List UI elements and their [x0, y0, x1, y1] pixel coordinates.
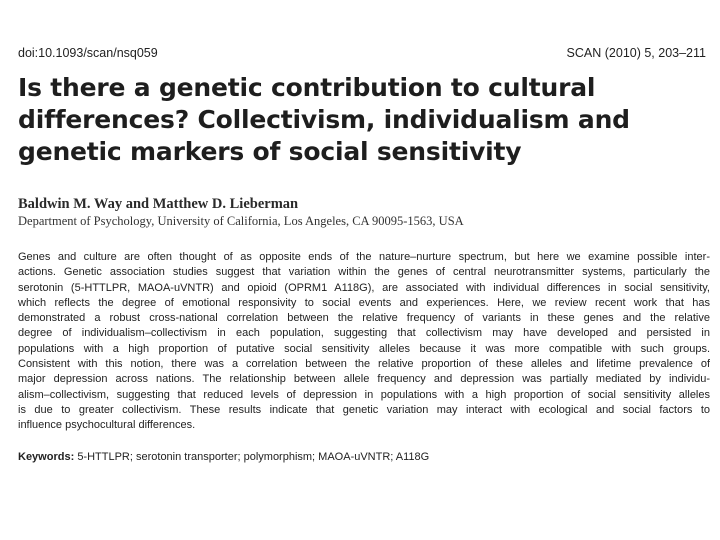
abstract-line: alism–collectivism, suggesting that reduced levels of depression in populations with a high proportion of social sensitivity alleles: [18, 388, 710, 401]
abstract-line: Consistent with this notion, there was a correlation between the relative proportion of these alleles and lifetime prevalence of: [18, 358, 710, 371]
authors: Baldwin M. Way and Matthew D. Lieberman: [18, 196, 299, 212]
keywords-label: Keywords:: [18, 451, 75, 463]
title-line: genetic markers of social sensitivity: [18, 137, 522, 166]
abstract-line: degree of individualism–collectivism in each population, suggesting that collectivism may have developed and persisted in: [18, 327, 710, 340]
affiliation: Department of Psychology, University of California, Los Angeles, CA 90095-1563, USA: [18, 214, 464, 228]
abstract-line: Genes and culture are often thought of as opposite ends of the nature–nurture spectrum, but here we examine possible inter-: [18, 251, 710, 263]
keywords: [18, 451, 708, 463]
abstract-line: populations with a high proportion of putative social sensitivity alleles because it was more compatible with such groups.: [18, 342, 710, 355]
abstract-line: serotonin (5-HTTLPR, MAOA-uVNTR) and opioid (OPRM1 A118G), are associated with individual differences in social sensitivity,: [18, 281, 710, 294]
abstract: [18, 250, 710, 434]
title-line: differences? Collectivism, individualism and: [18, 105, 630, 134]
abstract-line: demonstrated a robust cross-national correlation between the relative frequency of variants in these genes and the relative: [18, 312, 710, 325]
doi: doi:10.1093/scan/nsq059: [18, 46, 158, 60]
abstract-line: actions. Genetic association studies suggest that variation within the genes of central neurotransmitter systems, particularly the: [18, 266, 710, 279]
running-header: [18, 46, 706, 60]
abstract-line: influence psychocultural differences.: [18, 419, 196, 432]
paper-title: [18, 72, 708, 168]
title-line: Is there a genetic contribution to cultural: [18, 73, 596, 102]
keywords-text: 5-HTTLPR; serotonin transporter; polymorphism; MAOA-uVNTR; A118G: [77, 451, 430, 463]
abstract-line: major depression across nations. The relationship between allele frequency and depression was partially mediated by individu-: [18, 373, 710, 386]
journal-citation: SCAN (2010) 5, 203–211: [566, 46, 706, 60]
abstract-line: which reflects the degree of emotional responsivity to social events and experiences. Here, we review recent work that has: [18, 296, 710, 309]
abstract-line: is due to greater collectivism. These results indicate that genetic variation may interact with ecological and social factors to: [18, 403, 710, 416]
